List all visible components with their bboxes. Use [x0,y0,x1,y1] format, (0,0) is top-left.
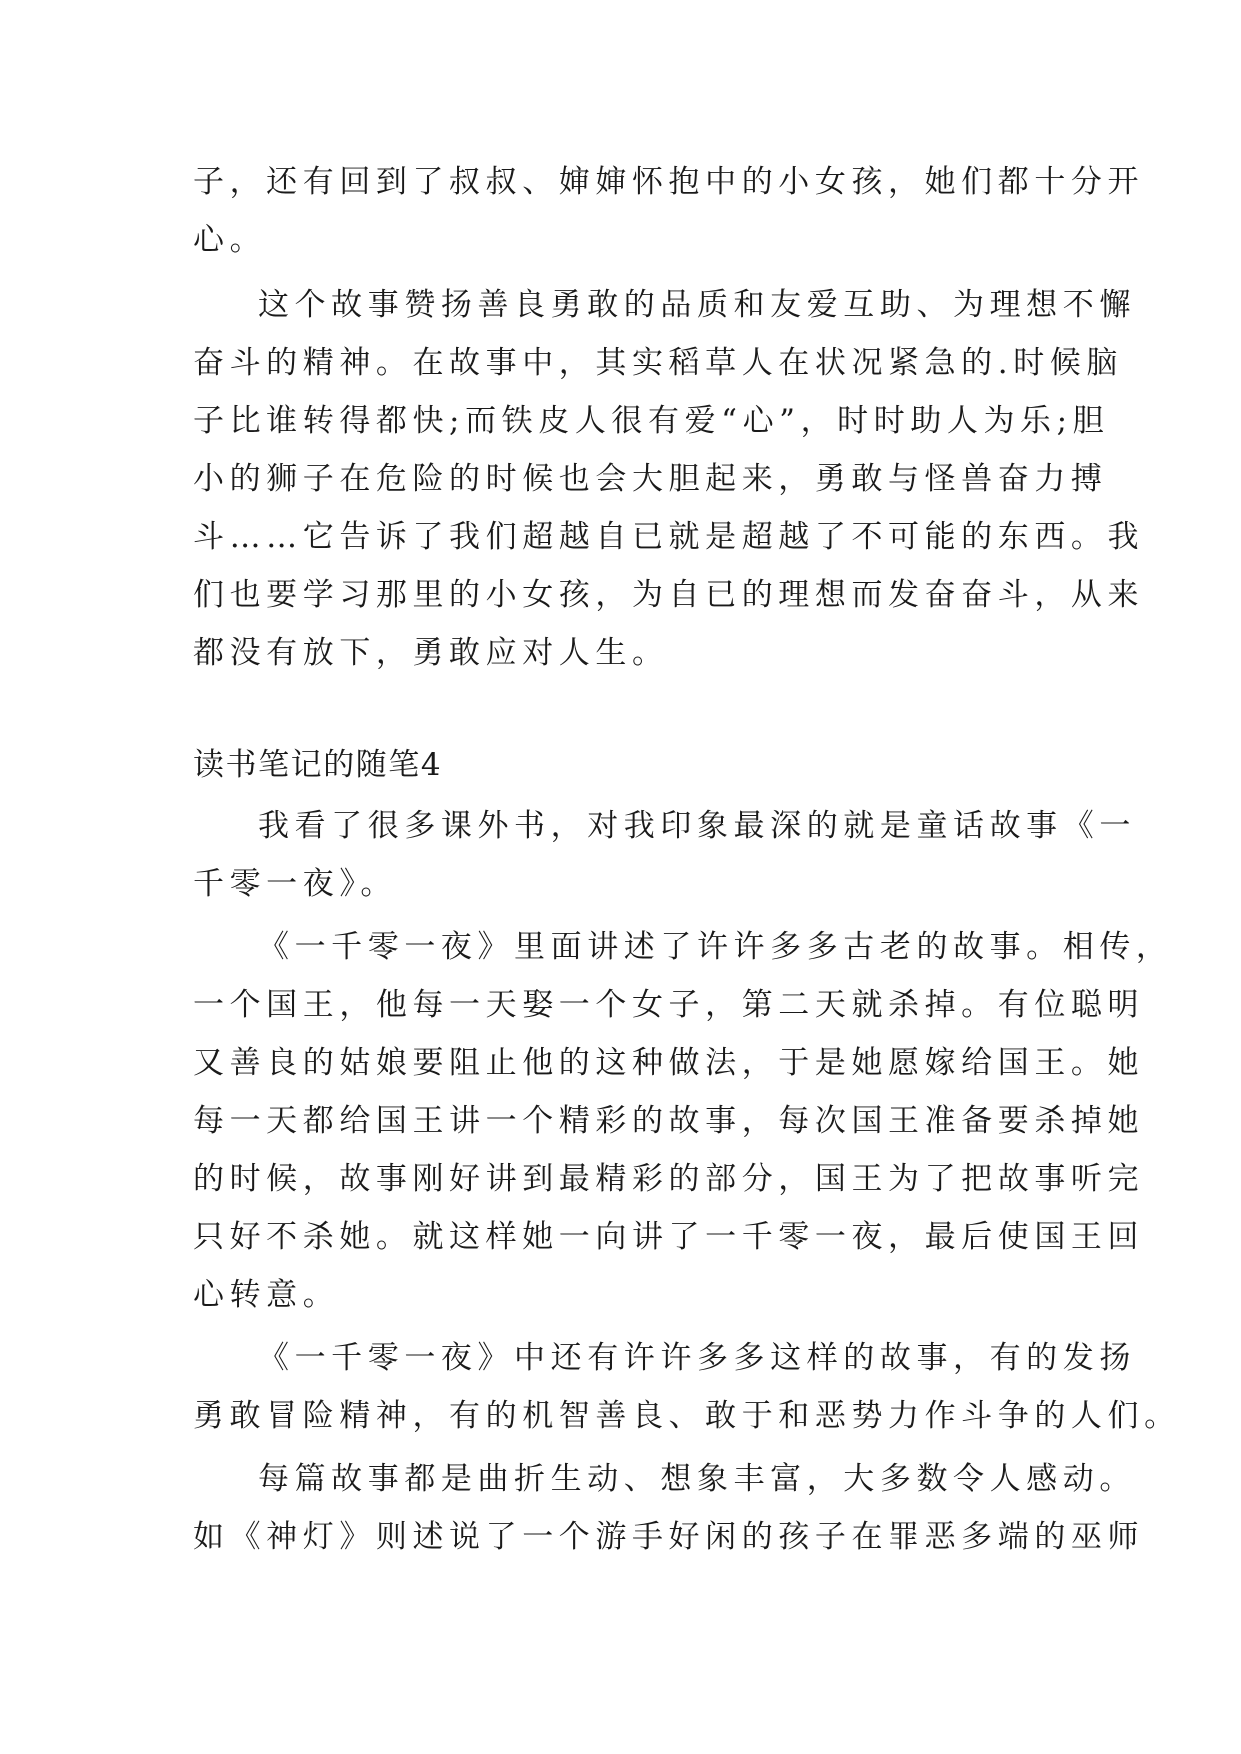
text-line: 《一千零一夜》里面讲述了许许多多古老的故事。相传， [258,929,1173,965]
text-line: 都没有放下，勇敢应对人生。 [193,635,669,671]
text-line: 每篇故事都是曲折生动、想象丰富，大多数令人感动。 [258,1461,1136,1497]
text-line: 这个故事赞扬善良勇敢的品质和友爱互助、为理想不懈 [258,287,1136,323]
text-line: 一个国王，他每一天娶一个女子，第二天就杀掉。有位聪明 [193,987,1145,1023]
text-line: 千零一夜》。 [193,866,397,902]
text-line: 的时候，故事刚好讲到最精彩的部分，国王为了把故事听完 [193,1161,1145,1197]
text-line: 心转意。 [193,1277,340,1313]
text-line: 小的狮子在危险的时候也会大胆起来，勇敢与怪兽奋力搏 [193,461,1108,497]
text-line: 勇敢冒险精神，有的机智善良、敢于和恶势力作斗争的人们。 [193,1398,1181,1434]
text-line: 又善良的姑娘要阻止他的这种做法，于是她愿嫁给国王。她 [193,1045,1145,1081]
text-line: 奋斗的精神。在故事中，其实稻草人在状况紧急的.时候脑 [193,345,1123,381]
text-line: 如《神灯》则述说了一个游手好闲的孩子在罪恶多端的巫师 [193,1519,1145,1555]
text-line: 们也要学习那里的小女孩，为自已的理想而发奋奋斗，从来 [193,577,1145,613]
text-line: 每一天都给国王讲一个精彩的故事，每次国王准备要杀掉她 [193,1103,1145,1139]
text-line: 我看了很多课外书，对我印象最深的就是童话故事《一 [258,808,1136,844]
text-line: 只好不杀她。就这样她一向讲了一千零一夜，最后使国王回 [193,1219,1145,1255]
text-line: 斗……它告诉了我们超越自已就是超越了不可能的东西。我 [193,519,1145,555]
text-line: 心。 [193,222,267,258]
text-line: 子，还有回到了叔叔、婶婶怀抱中的小女孩，她们都十分开 [193,164,1145,200]
section-title: 读书笔记的随笔4 [193,747,443,783]
text-line: 《一千零一夜》中还有许许多多这样的故事，有的发扬 [258,1340,1136,1376]
text-line: 子比谁转得都快;而铁皮人很有爱“心”，时时助人为乐;胆 [193,403,1110,439]
